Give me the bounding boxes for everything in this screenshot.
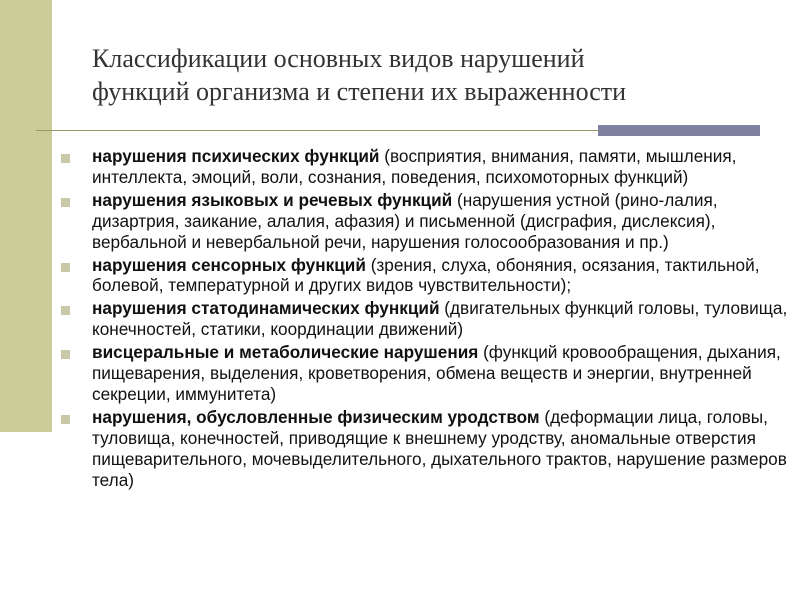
bullet-list (60, 146, 790, 493)
list-item (60, 146, 790, 188)
title-rule-accent (598, 125, 760, 136)
list-item (60, 342, 790, 405)
item-lead: нарушения, обусловленные физическим уродством (92, 406, 540, 427)
list-item (60, 255, 790, 297)
square-bullet-icon (61, 306, 70, 315)
side-band (0, 0, 52, 432)
square-bullet-icon (61, 415, 70, 424)
slide-title (92, 42, 772, 108)
square-bullet-icon (61, 198, 70, 207)
square-bullet-icon (61, 350, 70, 359)
slide-title-line-2: функций организма и степени их выраженности (92, 77, 627, 106)
list-item (60, 190, 790, 253)
square-bullet-icon (61, 154, 70, 163)
list-item (60, 298, 790, 340)
item-text: (восприятия, внимания, памяти, мышления, интеллекта, эмоций, воли, сознания, поведения, психомоторных функций) (92, 146, 737, 187)
square-bullet-icon (61, 263, 70, 272)
slide-title-line-1: Классификации основных видов нарушений (92, 44, 585, 73)
item-text: (нарушения устной (рино-лалия, дизартрия, заикание, алалия, афазия) и письменной (дисграфия, дислексия), вербальной и невербальной речи, нарушения голосообразования и пр.) (92, 189, 718, 252)
item-text: (зрения, слуха, обоняния, осязания, тактильной, болевой, температурной и других видов чувствительности); (92, 254, 760, 296)
item-lead: нарушения языковых и речевых функций (92, 189, 453, 210)
item-text: (двигательных функций головы, туловища, конечностей, статики, координации движений) (92, 298, 788, 340)
item-text: (деформации лица, головы, туловища, конечностей, приводящие к внешнему уродству, аномальные отверстия пищеварительного, мочевыделительного, дыхательного трактов, нарушение размеров тела) (92, 406, 787, 490)
item-lead: висцеральные и метаболические нарушения (92, 342, 479, 363)
list-item (60, 407, 790, 491)
item-text: (функций кровообращения, дыхания, пищеварения, выделения, кроветворения, обмена веществ и энергии, внутренней секреции, иммунитета) (92, 342, 781, 404)
item-lead: нарушения сенсорных функций (92, 254, 366, 275)
item-lead: нарушения психических функций (92, 146, 380, 166)
item-lead: нарушения статодинамических функций (92, 298, 440, 319)
